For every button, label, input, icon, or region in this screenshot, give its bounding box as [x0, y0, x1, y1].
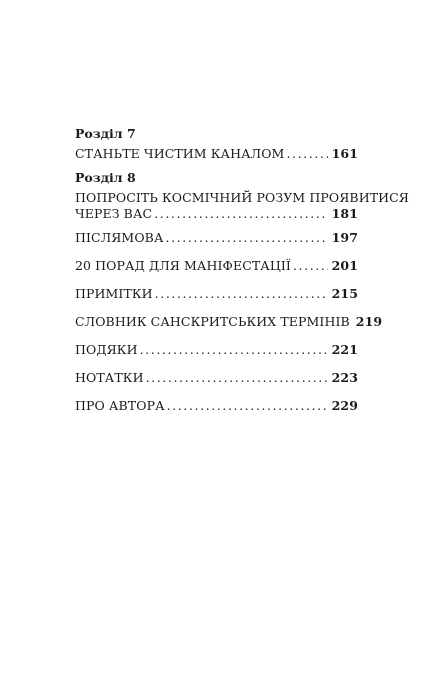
toc-entry-page: 161 — [331, 146, 358, 161]
toc-entry[interactable] — [75, 314, 383, 330]
toc-entry-title: ПРО АВТОРА — [75, 398, 165, 413]
toc-entry-title: ПІСЛЯМОВА — [75, 230, 164, 245]
toc-entry-page: 201 — [331, 258, 358, 273]
leader-dots — [140, 342, 328, 358]
leader-dots — [146, 370, 328, 386]
toc-entry[interactable] — [75, 258, 358, 274]
toc-entry-title: ПРИМІТКИ — [75, 286, 153, 301]
toc-entry-page: 223 — [331, 370, 358, 385]
toc-entry[interactable] — [75, 190, 409, 222]
toc-entry[interactable] — [75, 230, 358, 246]
toc-entry[interactable] — [75, 342, 358, 358]
leader-dots — [154, 206, 327, 222]
toc-entry[interactable] — [75, 370, 358, 386]
leader-dots — [167, 398, 328, 414]
toc-entry-title: ПОДЯКИ — [75, 342, 138, 357]
leader-dots — [166, 230, 328, 246]
toc-entry-page: 221 — [331, 342, 358, 357]
toc-entry[interactable] — [75, 286, 358, 302]
toc-entry-title: СЛОВНИК САНСКРИТСЬКИХ ТЕРМІНІВ — [75, 314, 350, 329]
section-heading: Розділ 8 — [75, 170, 136, 185]
toc-entry-title-line-2: ЧЕРЕЗ ВАС — [75, 206, 153, 221]
leader-dots — [286, 146, 327, 162]
toc-group-chapter-7 — [75, 126, 358, 162]
toc-entry-title: 20 ПОРАД ДЛЯ МАНІФЕСТАЦІЇ — [75, 258, 291, 273]
toc-entry[interactable] — [75, 398, 358, 414]
toc-entry-page: 197 — [331, 230, 358, 245]
toc-entry-title-line-1: ПОПРОСІТЬ КОСМІЧНИЙ РОЗУМ ПРОЯВИТИСЯ — [75, 190, 409, 205]
toc-entry-title: НОТАТКИ — [75, 370, 144, 385]
leader-dots — [293, 258, 328, 274]
toc-entry-title: СТАНЬТЕ ЧИСТИМ КАНАЛОМ — [75, 146, 285, 161]
section-heading: Розділ 7 — [75, 126, 136, 141]
toc-group-chapter-8 — [75, 170, 409, 222]
toc-entry-page: 219 — [355, 314, 383, 329]
toc-entry-page: 181 — [331, 206, 358, 221]
toc-entry[interactable] — [75, 146, 358, 162]
toc-entry-page: 229 — [331, 398, 358, 413]
toc-entry-page: 215 — [331, 286, 358, 301]
leader-dots — [155, 286, 328, 302]
